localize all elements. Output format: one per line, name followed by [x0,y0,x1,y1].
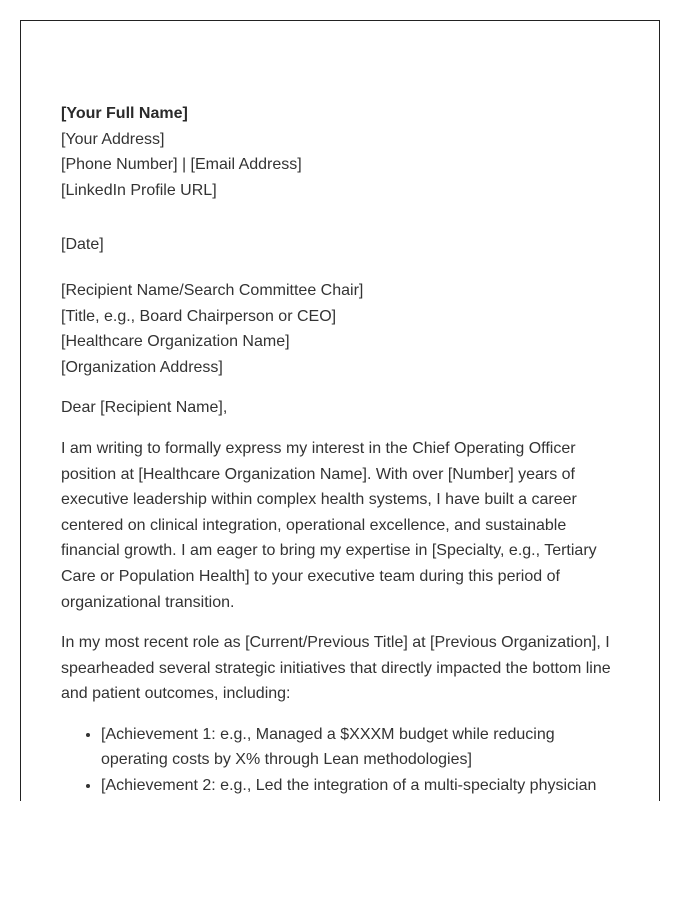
letter-page [20,20,660,801]
sender-name: [Your Full Name] [61,105,188,122]
intro-paragraph: I am writing to formally express my interest in the Chief Operating Officer position at [Healthcare Organization Name]. With over [Number] years of executive leadership within complex health systems, I have built a career centered on clinical integration, operational excellence, and sustainable financial growth. I am eager to bring my expertise in [Specialty, e.g., Tertiary Care or Population Health] to your executive team during this period of organizational transition. [61,439,597,611]
recipient-address: [Organization Address] [61,358,223,376]
sender-address: [Your Address] [61,130,165,148]
salutation: Dear [Recipient Name], [61,399,228,417]
sender-linkedin: [LinkedIn Profile URL] [61,181,217,199]
achievements-list [61,722,621,799]
letter-content [61,101,621,799]
letter-date: [Date] [61,236,104,254]
recipient-organization: [Healthcare Organization Name] [61,333,290,351]
sender-block [61,101,621,203]
sender-contact: [Phone Number] | [Email Address] [61,156,302,174]
recipient-name: [Recipient Name/Search Committee Chair] [61,281,364,299]
experience-paragraph: In my most recent role as [Current/Previous Title] at [Previous Organization], I spearheaded several strategic initiatives that directly impacted the bottom line and patient outcomes, including: [61,634,611,703]
recipient-title: [Title, e.g., Board Chairperson or CEO] [61,307,337,325]
achievement-item: • [Achievement 1: e.g., Managed a $XXXM budget while reducing operating costs by X% through Lean methodologies] [101,722,621,773]
achievement-item: • [Achievement 2: e.g., Led the integration of a multi-specialty physician [101,773,621,799]
recipient-block [61,278,621,380]
